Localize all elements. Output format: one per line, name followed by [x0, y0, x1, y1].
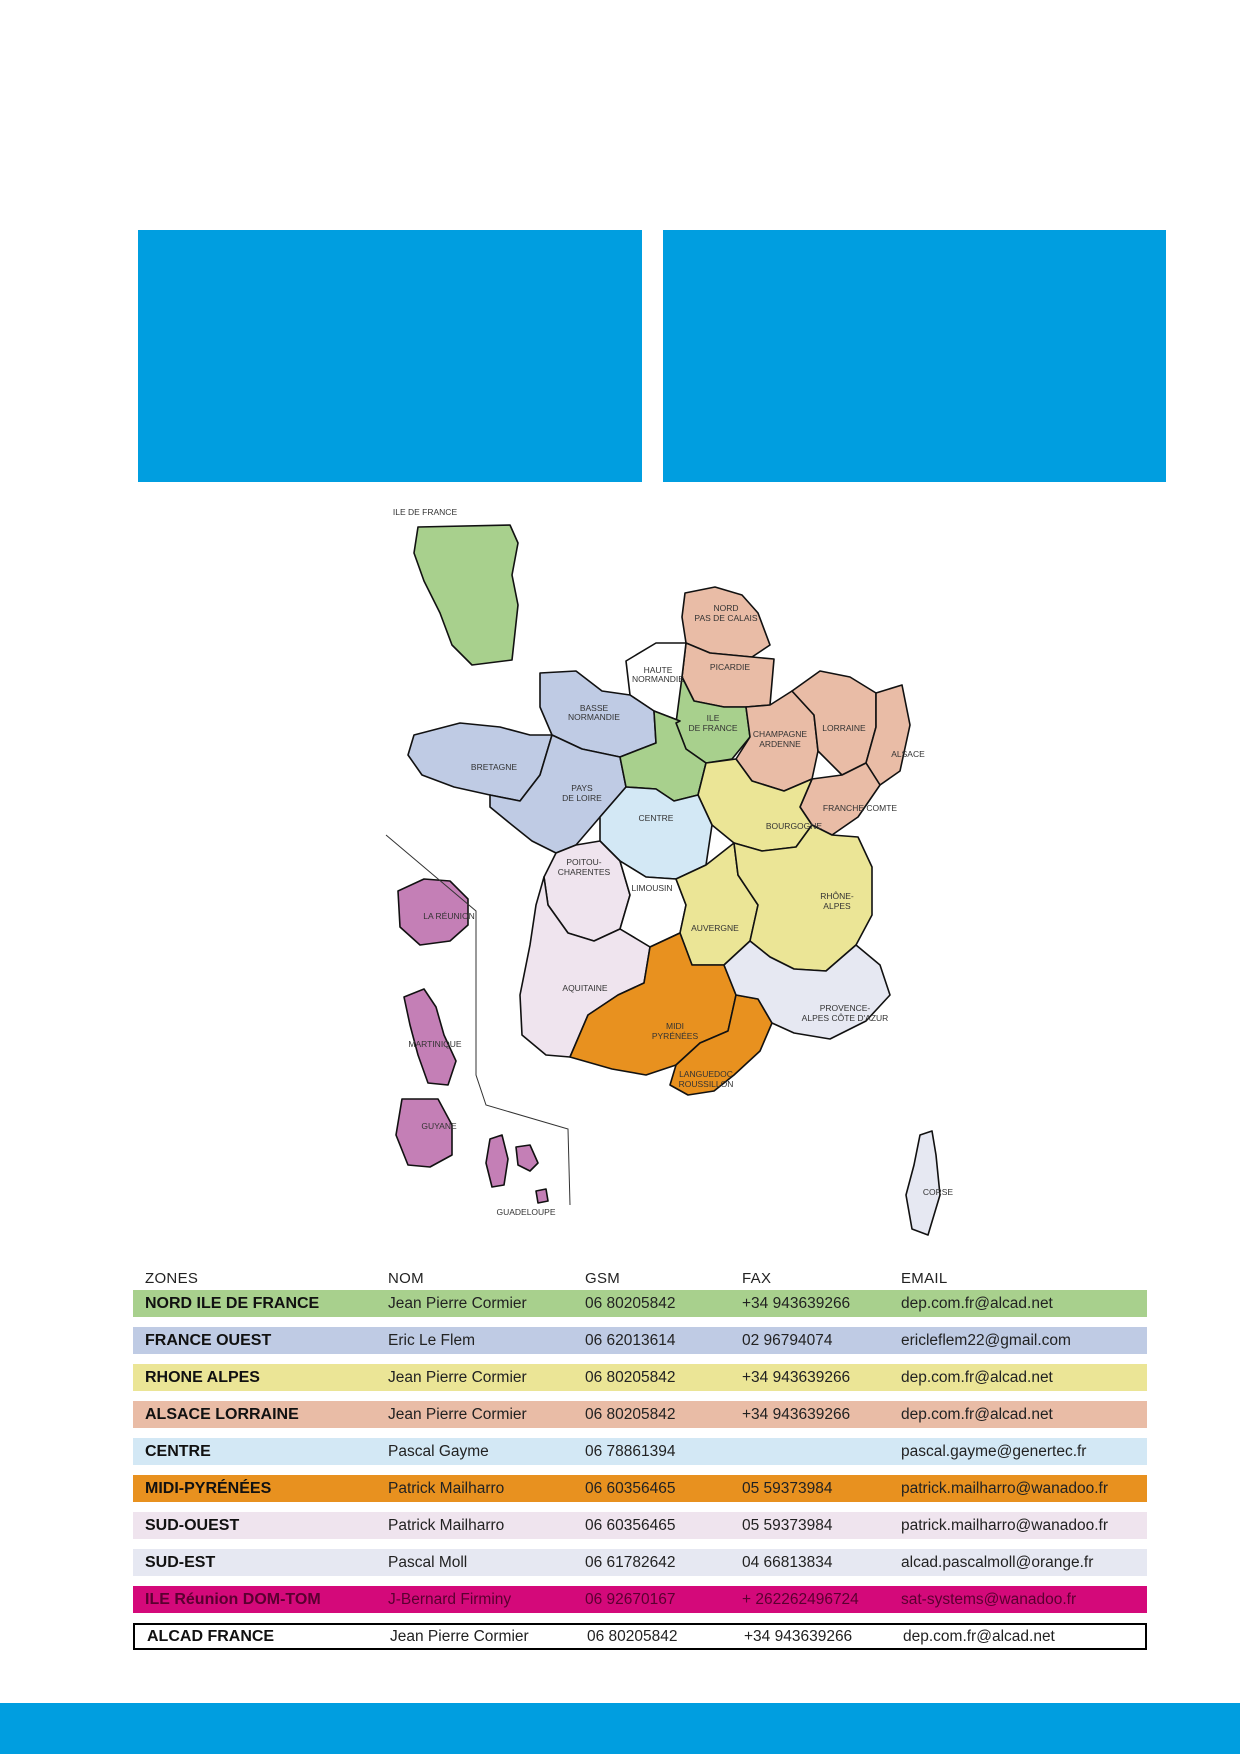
- cell-gsm: 06 80205842: [587, 1628, 678, 1645]
- table-row: [133, 1475, 1147, 1502]
- map-label-midi-pyrenees-2: PYRÉNÉES: [651, 1031, 699, 1041]
- map-label-guadeloupe: GUADELOUPE: [496, 1207, 556, 1217]
- cell-zone: CENTRE: [145, 1443, 211, 1460]
- map-label-limousin: LIMOUSIN: [631, 883, 673, 893]
- cell-email[interactable]: ericleflem22@gmail.com: [901, 1332, 1071, 1349]
- cell-gsm: 06 61782642: [585, 1554, 676, 1571]
- cell-email[interactable]: dep.com.fr@alcad.net: [901, 1406, 1053, 1423]
- map-label-rhone-alpes: RHÔNE-: [820, 891, 854, 901]
- map-label-corse: CORSE: [922, 1187, 954, 1197]
- table-row: [133, 1512, 1147, 1539]
- cell-fax: + 262262496724: [742, 1591, 859, 1608]
- cell-fax: +34 943639266: [742, 1406, 851, 1423]
- map-label-martinique: MARTINIQUE: [408, 1039, 462, 1049]
- header-zones: ZONES: [145, 1270, 199, 1287]
- region-martinique: [404, 989, 456, 1085]
- table-row: [133, 1364, 1147, 1391]
- header-gsm: GSM: [585, 1270, 621, 1287]
- cell-nom: Jean Pierre Cormier: [390, 1628, 529, 1645]
- map-label-alsace: ALSACE: [891, 749, 925, 759]
- table-row: [133, 1549, 1147, 1576]
- cell-fax: 05 59373984: [742, 1517, 833, 1534]
- map-label-paca: PROVENCE-: [819, 1003, 871, 1013]
- map-label-aquitaine: AQUITAINE: [562, 983, 608, 993]
- cell-fax: 05 59373984: [742, 1480, 833, 1497]
- map-label-languedoc-2: ROUSSILLON: [678, 1079, 734, 1089]
- cell-fax: 02 96794074: [742, 1332, 833, 1349]
- map-label-picardie: PICARDIE: [709, 662, 751, 672]
- map-label-nord: NORD: [713, 603, 739, 613]
- cell-zone: SUD-OUEST: [145, 1517, 240, 1534]
- map-label-basse-normandie-2: NORMANDIE: [568, 712, 620, 722]
- france-regions-map: [380, 495, 980, 1255]
- cell-zone: NORD ILE DE FRANCE: [145, 1295, 320, 1312]
- map-label-guyane: GUYANE: [421, 1121, 457, 1131]
- cell-email[interactable]: dep.com.fr@alcad.net: [901, 1295, 1053, 1312]
- region-corse: [906, 1131, 940, 1235]
- map-label-midi-pyrenees: MIDI: [666, 1021, 684, 1031]
- cell-email[interactable]: sat-systems@wanadoo.fr: [901, 1591, 1077, 1608]
- cell-nom: Eric Le Flem: [388, 1332, 475, 1349]
- map-label-la-reunion: LA RÉUNION: [423, 911, 475, 921]
- contacts-table: [133, 1266, 1147, 1660]
- cell-email[interactable]: dep.com.fr@alcad.net: [901, 1369, 1053, 1386]
- cell-email[interactable]: pascal.gayme@genertec.fr: [901, 1443, 1087, 1460]
- map-label-nord-2: PAS DE CALAIS: [694, 613, 758, 623]
- cell-zone: RHONE ALPES: [145, 1369, 260, 1386]
- table-row: [133, 1438, 1147, 1465]
- cell-nom: Pascal Moll: [388, 1554, 468, 1571]
- header-email: EMAIL: [901, 1270, 948, 1287]
- table-row: [133, 1401, 1147, 1428]
- map-label-pays-de-loire-2: DE LOIRE: [562, 793, 602, 803]
- header-nom: NOM: [388, 1270, 424, 1287]
- region-guyane: [396, 1099, 452, 1167]
- cell-zone: ILE Réunion DOM-TOM: [145, 1591, 321, 1608]
- map-label-rhone-alpes-2: ALPES: [823, 901, 851, 911]
- cell-fax: +34 943639266: [742, 1369, 851, 1386]
- cell-email[interactable]: patrick.mailharro@wanadoo.fr: [901, 1517, 1108, 1534]
- map-label-auvergne: AUVERGNE: [691, 923, 739, 933]
- map-label-bretagne: BRETAGNE: [470, 762, 518, 772]
- map-label-idf: ILE: [706, 713, 720, 723]
- cell-gsm: 06 80205842: [585, 1369, 676, 1386]
- cell-zone: FRANCE OUEST: [145, 1332, 272, 1349]
- cell-gsm: 06 78861394: [585, 1443, 676, 1460]
- cell-zone: SUD-EST: [145, 1554, 216, 1571]
- map-label-champagne-2: ARDENNE: [759, 739, 801, 749]
- cell-gsm: 06 92670167: [585, 1591, 676, 1608]
- header-block-left: [138, 230, 642, 482]
- map-label-haute-normandie-2: NORMANDIE: [632, 674, 684, 684]
- cell-nom: Pascal Gayme: [388, 1443, 489, 1460]
- cell-nom: Patrick Mailharro: [388, 1480, 505, 1497]
- cell-nom: Jean Pierre Cormier: [388, 1295, 527, 1312]
- map-label-poitou: POITOU-: [566, 857, 602, 867]
- map-label-haute-normandie: HAUTE: [643, 665, 673, 675]
- cell-fax: 04 66813834: [742, 1554, 833, 1571]
- region-idf-inset: [414, 525, 518, 665]
- table-header: [133, 1266, 1147, 1290]
- map-label-centre: CENTRE: [638, 813, 674, 823]
- region-guadeloupe: [486, 1135, 548, 1203]
- map-label-lorraine: LORRAINE: [822, 723, 866, 733]
- cell-gsm: 06 80205842: [585, 1295, 676, 1312]
- cell-email[interactable]: patrick.mailharro@wanadoo.fr: [901, 1480, 1108, 1497]
- map-label-idf-2: DE FRANCE: [688, 723, 738, 733]
- cell-zone: MIDI-PYRÉNÉES: [145, 1480, 272, 1497]
- map-label-franche-comte: FRANCHE COMTE: [822, 803, 898, 813]
- map-label-champagne: CHAMPAGNE: [752, 729, 808, 739]
- map-label-idf-inset: ILE DE FRANCE: [392, 507, 458, 517]
- cell-nom: Jean Pierre Cormier: [388, 1406, 527, 1423]
- cell-gsm: 06 62013614: [585, 1332, 676, 1349]
- cell-nom: Jean Pierre Cormier: [388, 1369, 527, 1386]
- map-label-paca-2: ALPES CÔTE D'AZUR: [801, 1013, 889, 1023]
- cell-fax: +34 943639266: [742, 1295, 851, 1312]
- footer-bar: [0, 1703, 1240, 1754]
- cell-zone: ALSACE LORRAINE: [145, 1406, 299, 1423]
- cell-email[interactable]: dep.com.fr@alcad.net: [903, 1628, 1055, 1645]
- cell-nom: Patrick Mailharro: [388, 1517, 505, 1534]
- cell-zone: ALCAD FRANCE: [147, 1628, 275, 1645]
- header-fax: FAX: [742, 1270, 772, 1287]
- cell-gsm: 06 60356465: [585, 1517, 676, 1534]
- table-row: [133, 1623, 1147, 1650]
- header-block-right: [663, 230, 1166, 482]
- map-label-poitou-2: CHARENTES: [557, 867, 611, 877]
- cell-gsm: 06 60356465: [585, 1480, 676, 1497]
- map-label-languedoc: LANGUEDOC: [679, 1069, 733, 1079]
- map-label-bourgogne: BOURGOGNE: [765, 821, 823, 831]
- table-row: [133, 1586, 1147, 1613]
- table-row: [133, 1327, 1147, 1354]
- map-label-pays-de-loire: PAYS: [571, 783, 593, 793]
- cell-email[interactable]: alcad.pascalmoll@orange.fr: [901, 1554, 1094, 1571]
- cell-nom: J-Bernard Firminy: [388, 1591, 512, 1608]
- map-label-basse-normandie: BASSE: [579, 703, 609, 713]
- table-row: [133, 1290, 1147, 1317]
- cell-gsm: 06 80205842: [585, 1406, 676, 1423]
- cell-fax: +34 943639266: [744, 1628, 853, 1645]
